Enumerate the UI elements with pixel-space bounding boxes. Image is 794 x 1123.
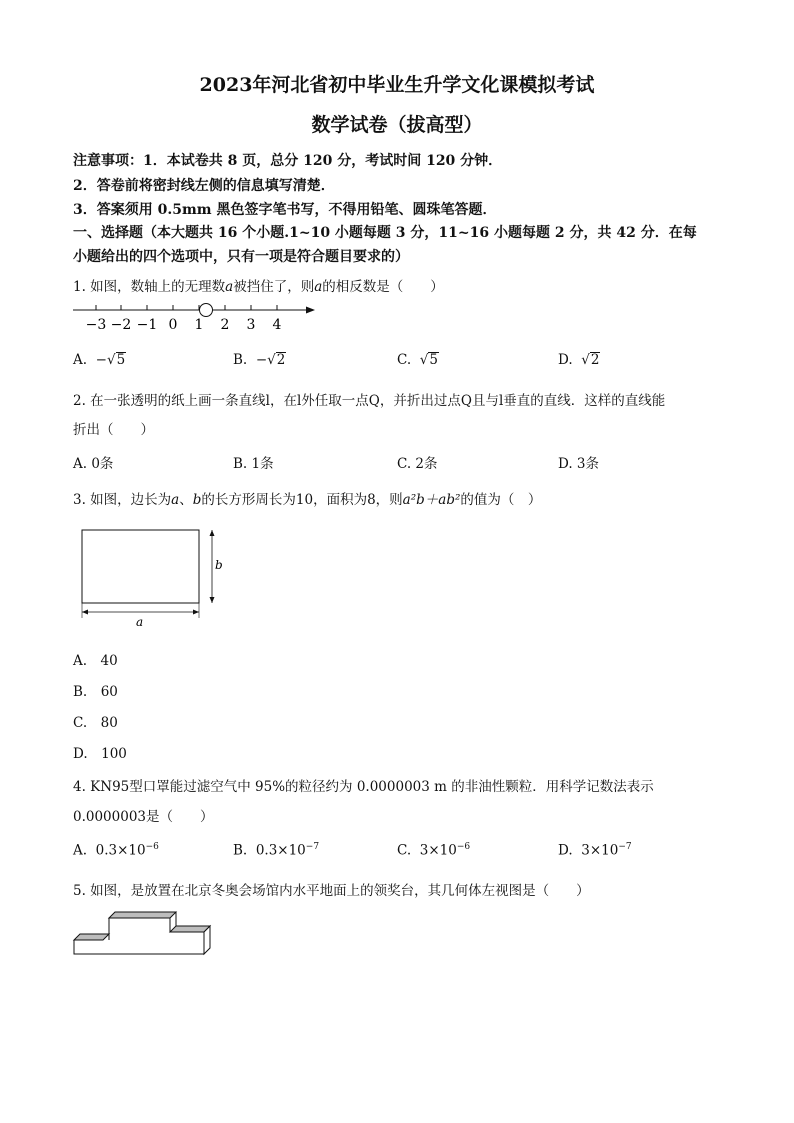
q3-option-a[interactable]: A. 40 bbox=[73, 653, 118, 669]
note-1: 注意事项：1．本试卷共 8 页，总分 120 分，考试时间 120 分钟． bbox=[73, 153, 503, 169]
q1-option-c[interactable]: C. √5 bbox=[397, 352, 438, 368]
q2-option-c[interactable]: C. 2条 bbox=[397, 456, 438, 472]
note-3: 3．答案须用 0.5mm 黑色签字笔书写，不得用铅笔、圆珠笔答题． bbox=[73, 202, 497, 218]
exam-subtitle: 数学试卷（拔高型） bbox=[311, 114, 483, 136]
axis-label: 3 bbox=[246, 317, 256, 333]
q1-option-d[interactable]: D. √2 bbox=[558, 352, 600, 368]
section-heading-line1: 一、选择题（本大题共 16 个小题.1~10 小题每题 3 分，11~16 小题每题 2 分，共 42 分．在每 bbox=[73, 225, 697, 241]
axis-label: −3 bbox=[85, 317, 107, 333]
q2-stem-line1: 2. 在一张透明的纸上画一条直线l，在l外任取一点Q，并折出过点Q且与l垂直的直线．这样的直线能 bbox=[73, 393, 666, 409]
q4-stem-line2: 0.0000003是（ ） bbox=[73, 809, 214, 825]
q5-stem: 5. 如图，是放置在北京冬奥会场馆内水平地面上的领奖台，其几何体左视图是（ ） bbox=[73, 883, 590, 899]
label-b: b bbox=[215, 558, 223, 572]
q4-option-b[interactable]: B. $0.3\times 10^{-7}$ bbox=[233, 842, 320, 859]
q1-option-a[interactable]: A. −√5 bbox=[73, 352, 126, 368]
q3-option-c[interactable]: C. 80 bbox=[73, 715, 118, 731]
section-heading-line2: 小题给出的四个选项中，只有一项是符合题目要求的） bbox=[73, 249, 409, 265]
q1-stem: 1. 如图，数轴上的无理数a被挡住了，则a的相反数是（ ） bbox=[73, 279, 444, 295]
note-2: 2．答卷前将密封线左侧的信息填写清楚． bbox=[73, 178, 335, 194]
axis-label: 4 bbox=[272, 317, 282, 333]
axis-label: 0 bbox=[168, 317, 178, 333]
q4-option-a[interactable]: A. $0.3\times 10^{-6}$ bbox=[73, 842, 159, 859]
q3-rectangle-figure bbox=[80, 528, 230, 628]
q1-option-b[interactable]: B. −√2 bbox=[233, 352, 286, 368]
axis-label: 2 bbox=[220, 317, 230, 333]
q4-stem-line1: 4. KN95型口罩能过滤空气中 95%的粒径约为 0.0000003 m 的非油性颗粒．用科学记数法表示 bbox=[73, 779, 654, 795]
q5-podium-figure bbox=[72, 908, 218, 958]
q2-option-a[interactable]: A. 0条 bbox=[73, 456, 114, 472]
axis-label: 1 bbox=[194, 317, 204, 333]
q3-stem: 3. 如图，边长为a、b的长方形周长为10，面积为8，则a²b＋ab²的值为（ ） bbox=[73, 492, 542, 508]
q4-option-c[interactable]: C. $3\times 10^{-6}$ bbox=[397, 842, 471, 859]
q3-option-b[interactable]: B. 60 bbox=[73, 684, 118, 700]
axis-label: −2 bbox=[110, 317, 132, 333]
q3-option-d[interactable]: D. 100 bbox=[73, 746, 127, 762]
q2-option-b[interactable]: B. 1条 bbox=[233, 456, 274, 472]
q2-option-d[interactable]: D. 3条 bbox=[558, 456, 600, 472]
axis-label: −1 bbox=[136, 317, 158, 333]
q2-stem-line2: 折出（ ） bbox=[73, 422, 154, 438]
q1-number-line bbox=[73, 298, 323, 334]
label-a: a bbox=[136, 615, 144, 629]
exam-title: 2023年河北省初中毕业生升学文化课模拟考试 bbox=[199, 74, 595, 96]
q4-option-d[interactable]: D. $3\times 10^{-7}$ bbox=[558, 842, 632, 859]
